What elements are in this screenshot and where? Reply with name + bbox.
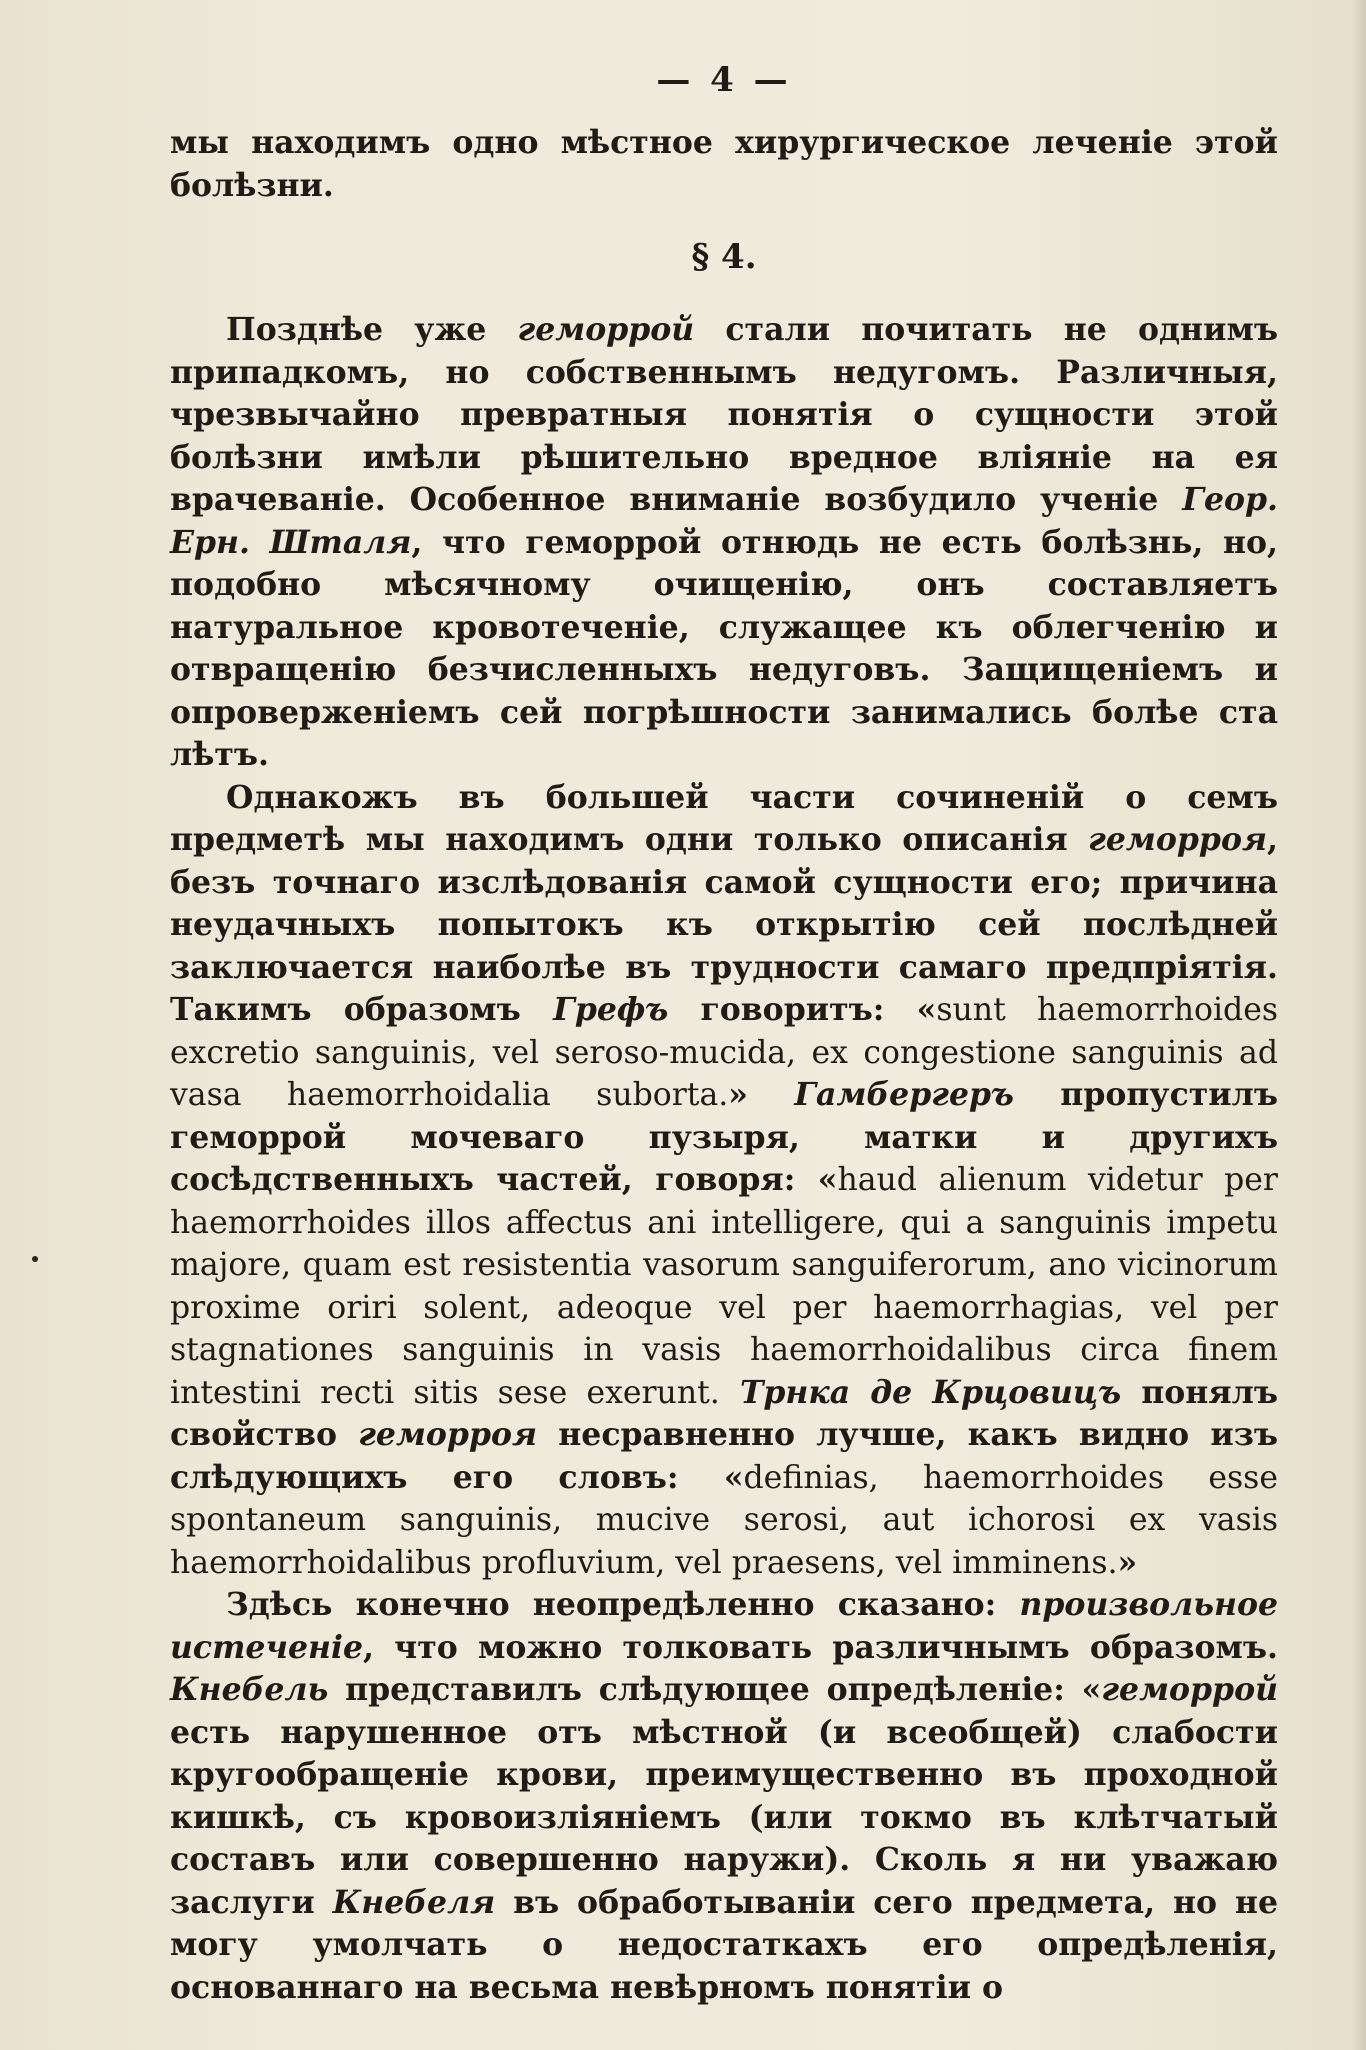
text-run: Однакожъ въ большей части сочиненій о семъ предметѣ мы находимъ одни только описанія xyxy=(170,778,1278,858)
text-run: » xyxy=(728,1076,795,1113)
text-run: въ обработываніи сего предмета, но не могу умолчать о недостаткахъ его опредѣленія, основаннаго на весьма невѣрномъ понятіи о xyxy=(170,1883,1278,2006)
text-run: , что геморрой отнюдь не есть болѣзнь, но, подобно мѣсячному очищенію, онъ составляетъ натуральное кровотеченіе, служащее къ облегченію и отвращенію безчисленныхъ недуговъ. Защищеніемъ и опроверженіемъ сей погрѣшности занимались болѣе ста лѣтъ. xyxy=(170,523,1278,773)
text-run: , безъ точнаго изслѣдованія самой сущности его; причина неудачныхъ попытокъ къ открытію сей послѣдней заключается наиболѣе въ трудности самаго предпріятія. Такимъ образомъ xyxy=(170,821,1278,1028)
italic-name: Грефъ xyxy=(553,991,669,1028)
italic-name: Трнка де Крцовицъ xyxy=(739,1373,1122,1411)
latin-quote: definias, haemorrhoides esse spontaneum sanguinis, mucive serosi, aut ichorosi ex vasis haemorrhoidalibus profluvium, vel praesens, vel imminens. xyxy=(170,1459,1278,1581)
paragraph-2 xyxy=(170,777,1278,1585)
text-run: Позднѣе уже xyxy=(226,311,518,348)
text-run: говоритъ: « xyxy=(668,991,937,1028)
section-heading: § 4. xyxy=(691,237,757,277)
italic-term: произвольное истеченіе xyxy=(170,1586,1278,1666)
text-run: представилъ слѣдующее опредѣленіе: « xyxy=(328,1671,1102,1708)
text-run: , что можно толковать различнымъ образомъ. xyxy=(362,1628,1278,1666)
text-run: пропустилъ геморрой мочеваго пузыря, матки и другихъ сосѣдственныхъ частей, говоря: « xyxy=(170,1076,1279,1198)
italic-name: Гамбергеръ xyxy=(794,1076,1014,1113)
body-text xyxy=(170,122,1278,2009)
italic-term: геморрой xyxy=(517,311,695,348)
paragraph-3 xyxy=(170,1584,1278,2009)
ink-spot xyxy=(32,1256,38,1262)
italic-name: Геор. Ерн. Шталя xyxy=(170,481,1278,561)
text-run: стали почитать не однимъ припадкомъ, но собственнымъ недугомъ. Различныя, чрезвычайно превратныя понятія о сущности этой болѣзни имѣли рѣшительно вредное вліяніе на ея врачеваніе. Особенное вниманіе возбудило ученіе xyxy=(170,311,1278,518)
italic-name: Кнебеля xyxy=(332,1883,496,1921)
latin-quote: haud alienum videtur per haemorrhoides illos affectus ani intelligere, qui a sanguinis impetu majore, quam est resistentia vasorum sanguiferorum, ano vicinorum proxime oriri solent, adeoque vel per haemorrhagias, vel per stagnationes sanguinis in vasis haemorrhoidalibus circa finem intestini recti sitis sese exerunt. xyxy=(170,1162,1278,1411)
page-number: — 4 — xyxy=(656,60,792,100)
paragraph-1 xyxy=(170,309,1278,777)
italic-term: геморрой xyxy=(1101,1671,1278,1708)
page-edge-shadow xyxy=(1352,0,1366,2050)
text-run: есть нарушенное отъ мѣстной (и всеобщей) слабости кругообращеніе крови, преимущественно въ проходной кишкѣ, съ кровоизліяніемъ (или токмо въ клѣтчатый составъ или совершенно наружи). Сколь я ни уважаю заслуги xyxy=(170,1713,1278,1921)
italic-term: геморроя xyxy=(1088,821,1268,858)
text-run: Здѣсь конечно неопредѣленно сказано: xyxy=(226,1586,1020,1623)
text-run: несравненно лучше, какъ видно изъ слѣдующихъ его словъ: « xyxy=(170,1416,1278,1496)
text-run: мы находимъ одно мѣстное хирургическое леченіе этой болѣзни. xyxy=(170,124,1278,204)
latin-quote: sunt haemorrhoides excretio sanguinis, vel seroso-mucida, ex congestione sanguinis ad vasa haemorrhoidalia suborta. xyxy=(170,992,1278,1113)
italic-term: геморроя xyxy=(358,1416,538,1453)
text-run: » xyxy=(1117,1543,1138,1581)
italic-name: Кнебель xyxy=(170,1671,329,1708)
text-run: понялъ свойство xyxy=(170,1373,1279,1453)
paragraph-continuation xyxy=(170,122,1278,207)
text-run xyxy=(720,1374,740,1411)
